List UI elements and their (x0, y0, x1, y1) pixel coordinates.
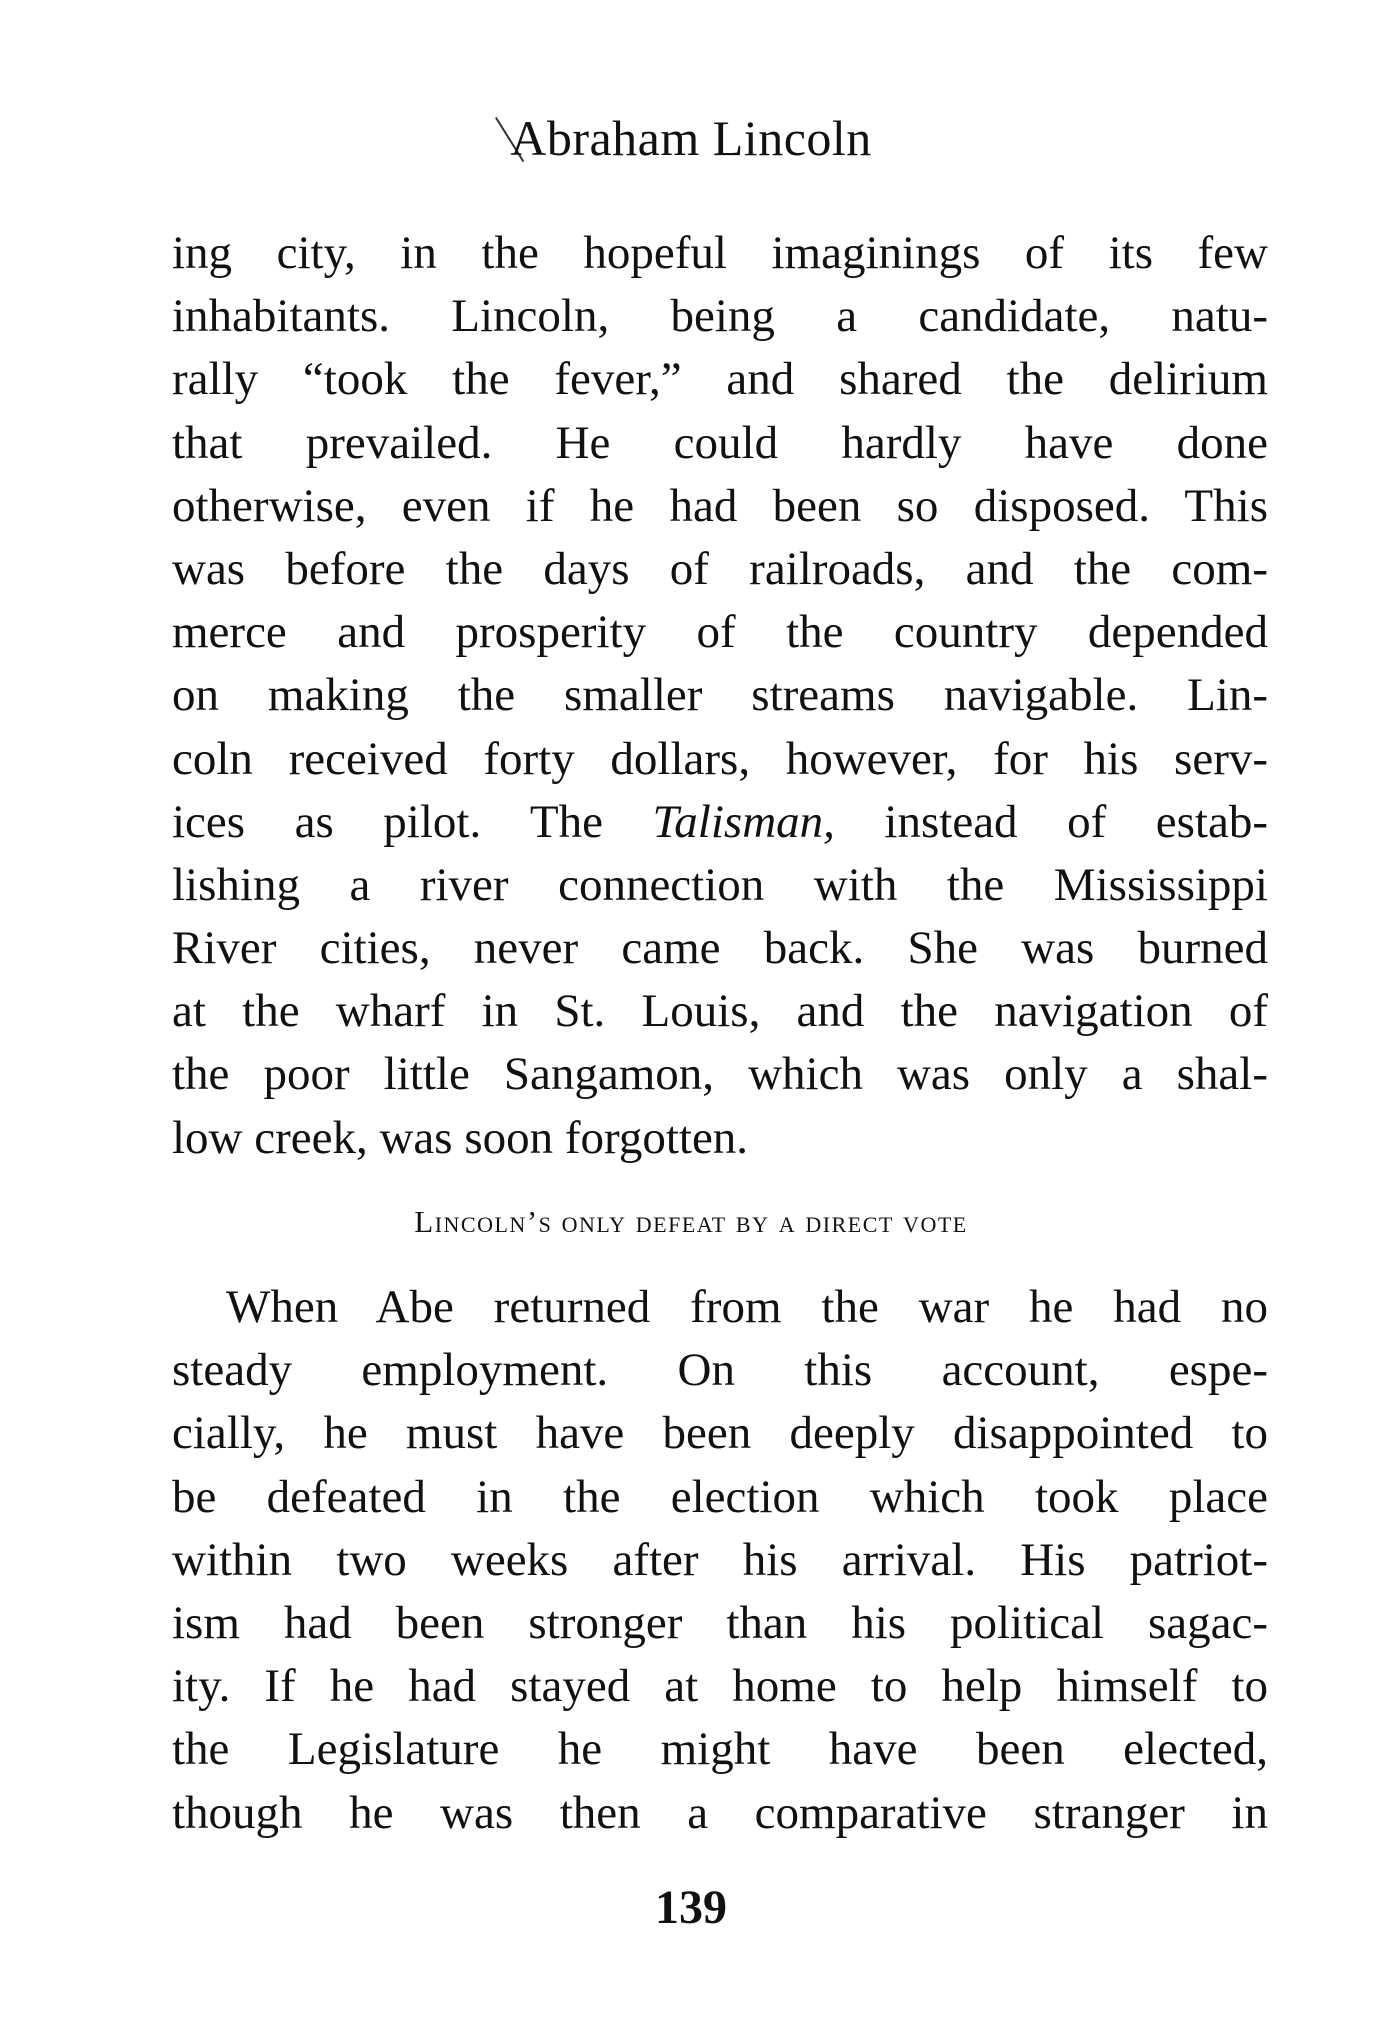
text-line: be defeated in the election which took place (172, 1470, 1268, 1523)
text-line: was before the days of railroads, and the com- (172, 542, 1268, 595)
text-line: ism had been stronger than his political sagac- (172, 1596, 1268, 1649)
text-line: on making the smaller streams navigable. Lin- (172, 669, 1268, 722)
text-line: coln received forty dollars, however, for his serv- (172, 732, 1268, 785)
text-line: rally “took the fever,” and shared the delirium (172, 353, 1268, 406)
text-line: steady employment. On this account, espe- (172, 1344, 1268, 1397)
paragraph-continued (172, 222, 1268, 1170)
running-head: Abraham Lincoln (510, 110, 872, 166)
italic-ship-name: Talisman, (652, 795, 835, 848)
text-line: the Legislature he might have been elected, (172, 1723, 1268, 1776)
text-line: ing city, in the hopeful imaginings of its few (172, 227, 1268, 279)
text-line: cially, he must have been deeply disappointed to (172, 1407, 1268, 1460)
text-line-with-italic: ices as pilot. The Talisman, instead of estab- (172, 795, 1268, 848)
text-line: ity. If he had stayed at home to help himself to (172, 1660, 1268, 1713)
paragraph-new (172, 1276, 1268, 1845)
text-line: at the wharf in St. Louis, and the navigation of (172, 985, 1268, 1038)
text-line: the poor little Sangamon, which was only a shal- (172, 1048, 1268, 1101)
text-line: merce and prosperity of the country depended (172, 606, 1268, 659)
text-line: River cities, never came back. She was burned (172, 922, 1268, 975)
text-line: inhabitants. Lincoln, being a candidate, natu- (172, 290, 1268, 343)
text-line: otherwise, even if he had been so disposed. This (172, 479, 1268, 532)
text-line: within two weeks after his arrival. His patriot- (172, 1533, 1268, 1586)
page-number: 139 (655, 1881, 727, 1934)
section-heading: Lincoln’s only defeat by a direct vote (414, 1204, 968, 1239)
text-line: lishing a river connection with the Mississippi (172, 858, 1268, 911)
text-line: though he was then a comparative stranger in (172, 1786, 1268, 1839)
text-line: that prevailed. He could hardly have done (172, 416, 1268, 469)
text-line: low creek, was soon forgotten. (172, 1111, 749, 1164)
text-line: When Abe returned from the war he had no (226, 1281, 1268, 1333)
